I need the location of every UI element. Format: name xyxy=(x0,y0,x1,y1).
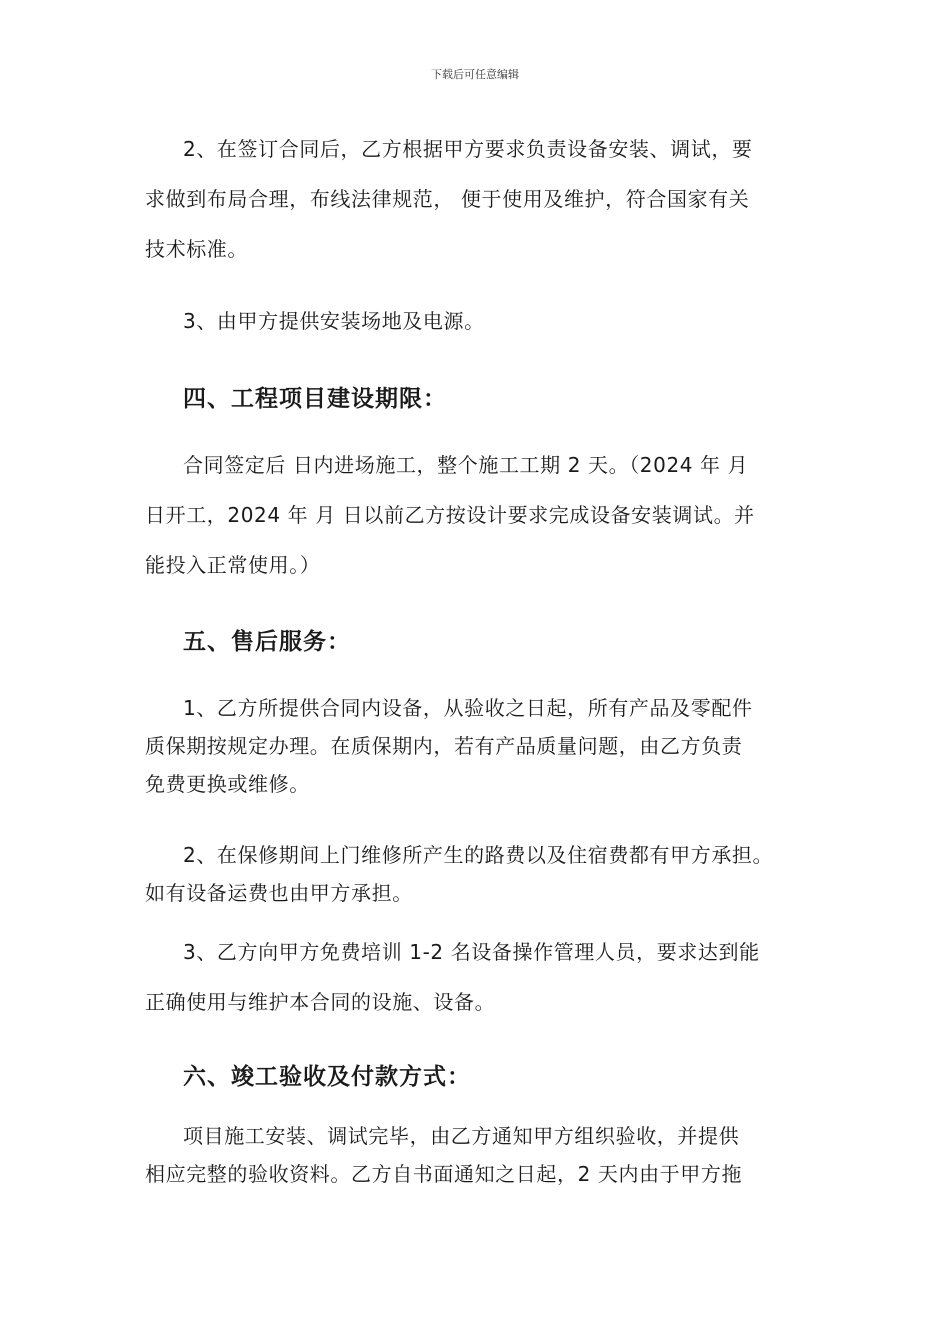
paragraph-line: 如有设备运费也由甲方承担。 xyxy=(145,881,413,905)
paragraph-line: 免费更换或维修。 xyxy=(145,772,310,796)
paragraph-line: 2、在保修期间上门维修所产生的路费以及住宿费都有甲方承担。 xyxy=(183,843,774,867)
paragraph-warranty xyxy=(145,689,810,803)
section-heading-construction-period: 四、工程项目建设期限： xyxy=(183,385,447,412)
paragraph-line: 3、由甲方提供安装场地及电源。 xyxy=(183,309,485,333)
section-heading-after-sales: 五、售后服务： xyxy=(183,628,351,655)
paragraph-line: 能投入正常使用。） xyxy=(145,553,321,577)
paragraph-acceptance xyxy=(145,1117,810,1193)
paragraph-line: 3、乙方向甲方免费培训 1-2 名设备操作管理人员，要求达到能 xyxy=(183,940,760,964)
paragraph-line: 相应完整的验收资料。乙方自书面通知之日起，2 天内由于甲方拖 xyxy=(145,1162,743,1186)
section-heading-acceptance-payment: 六、竣工验收及付款方式： xyxy=(183,1063,471,1090)
paragraph-line: 项目施工安装、调试完毕，由乙方通知甲方组织验收，并提供 xyxy=(183,1124,740,1148)
paragraph-line: 质保期按规定办理。在质保期内，若有产品质量问题，由乙方负责 xyxy=(145,734,743,758)
paragraph-construction-period xyxy=(145,440,810,590)
paragraph-line: 2、在签订合同后，乙方根据甲方要求负责设备安装、调试，要 xyxy=(183,137,753,161)
paragraph-site-power xyxy=(145,296,810,346)
paragraph-line: 求做到布局合理，布线法律规范， 便于使用及维护，符合国家有关 xyxy=(145,187,750,211)
paragraph-install-requirements xyxy=(145,124,810,274)
paragraph-line: 1、乙方所提供合同内设备，从验收之日起，所有产品及零配件 xyxy=(183,696,753,720)
paragraph-line: 正确使用与维护本合同的设施、设备。 xyxy=(145,990,496,1014)
header-note: 下载后可任意编辑 xyxy=(431,68,519,81)
paragraph-line: 技术标准。 xyxy=(145,237,248,261)
paragraph-line: 合同签定后 日内进场施工，整个施工工期 2 天。（2024 年 月 xyxy=(183,453,749,477)
paragraph-repair-costs xyxy=(145,836,810,912)
paragraph-line: 日开工，2024 年 月 日以前乙方按设计要求完成设备安装调试。并 xyxy=(145,503,755,527)
paragraph-training xyxy=(145,927,810,1027)
